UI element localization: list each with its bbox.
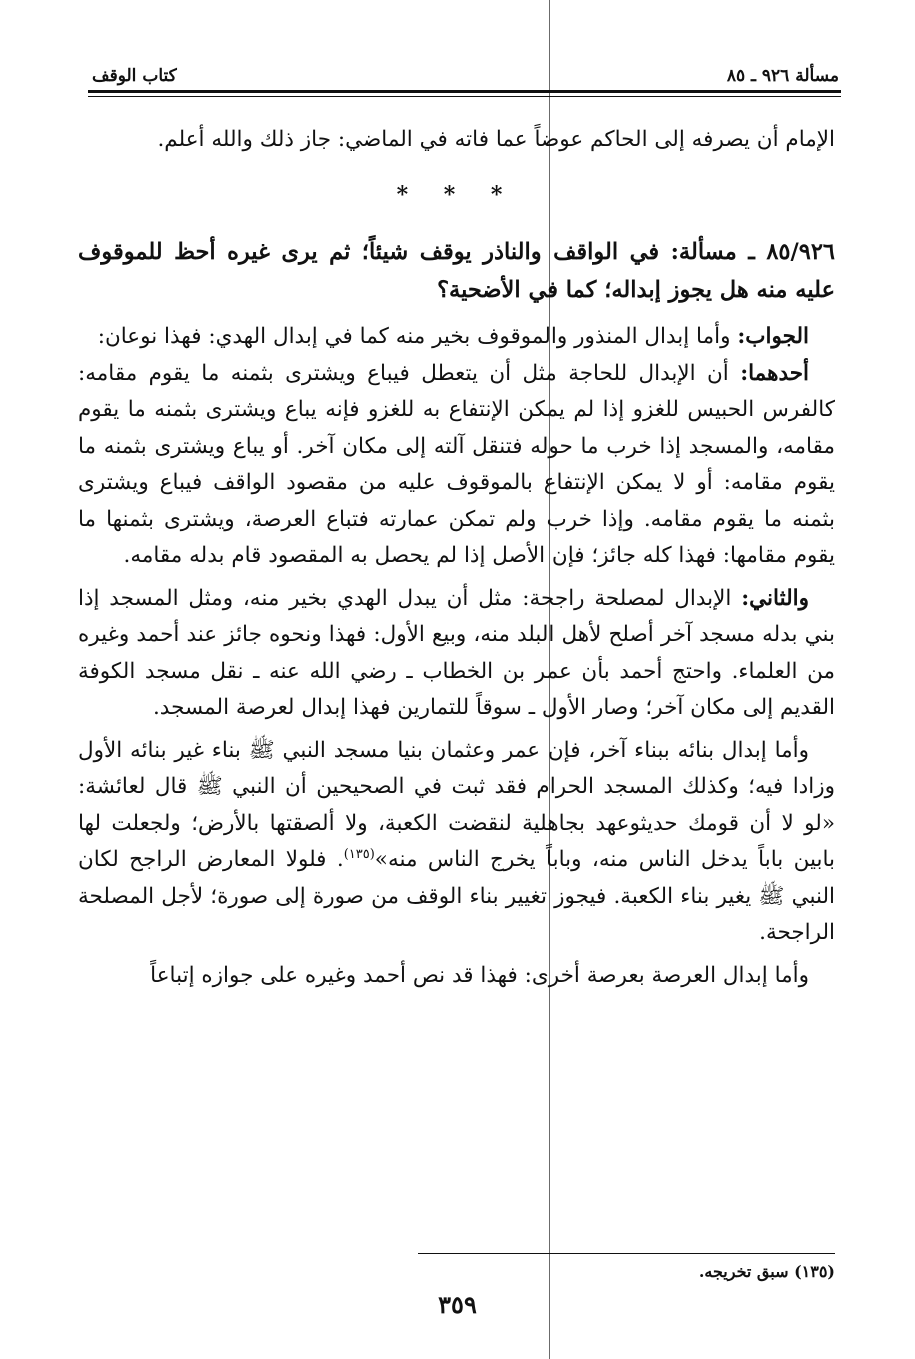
page-body [78,122,835,994]
section-separator: * * * [396,181,517,208]
second-type-label: والثاني: [741,585,809,611]
third-paragraph [78,733,835,952]
question-number: ٨٥/٩٢٦ ـ مسألة: [670,239,835,265]
page-number: ٣٥٩ [438,1290,477,1319]
answer-text: وأما إبدال المنذور والموقوف بخير منه كما في إبدال الهدي: فهذا نوعان: [97,324,731,349]
third-text-before-ref: وأما إبدال بنائه ببناء آخر، فإن عمر وعثمان بنيا مسجد النبي ﷺ بناء غير بنائه الأول وزادا فيه؛ وكذلك المسجد الحرام فقد ثبت في الصحيحين أن النبي ﷺ قال لعائشة: «لو لا أن قومك حديثوعهد بجاهلية لنقضت الكعبة، ولا ألصقتها بالأرض؛ ولجعلت لها بابين باباً يدخل الناس منه، وباباً يخرج الناس منه» [78,737,835,872]
opening-paragraph: الإمام أن يصرفه إلى الحاكم عوضاً عما فاته في الماضي: جاز ذلك والله أعلم. [157,127,835,152]
first-type-label: أحدهما: [740,360,809,386]
book-title: كتاب الوقف [92,66,177,86]
header-rule-thin [88,96,841,97]
issue-reference: مسألة ٩٢٦ ـ ٨٥ [726,66,839,86]
footnote: (١٣٥) سبق تخريجه. [698,1262,835,1281]
third-text-after-ref: . فلولا المعارض الراجح لكان النبي ﷺ يغير بناء الكعبة. فيجوز تغيير بناء الوقف من صورة إلى صورة؛ لأجل المصلحة الراجحة. [78,847,835,945]
fourth-paragraph: وأما إبدال العرصة بعرصة أخرى: فهذا قد نص أحمد وغيره على جوازه إتباعاً [150,962,809,988]
second-type-paragraph [78,581,835,727]
first-type-paragraph [78,356,835,575]
first-type-text: أن الإبدال للحاجة مثل أن يتعطل فيباع ويشترى بثمنه ما يقوم مقامه: كالفرس الحبيس للغزو إذا لم يمكن الإنتفاع به للغزو فإنه يباع ويشترى بثمنه ما يقوم مقامه، والمسجد إذا خرب ما حوله فتنقل آلته إلى مكان آخر. أو يباع ويشترى بثمنه ما يقوم مقامه: أو لا يمكن الإنتفاع بالموقوف عليه من مقصود الواقف فيباع ويشترى بثمنه ما يقوم مقامه. وإذا خرب ولم تمكن عمارته فتباع العرصة، ويشترى بثمنها ما يقوم مقامها: فهذا كله جائز؛ فإن الأصل إذا لم يحصل به المقصود قام بدله مقامه. [78,360,835,568]
answer-paragraph [78,319,835,356]
footnote-reference: (١٣٥) [343,846,375,862]
question-heading [78,233,835,309]
answer-label: الجواب: [737,324,809,349]
question-text: في الواقف والناذر يوقف شيئاً؛ ثم يرى غيره أحظ للموقوف عليه منه هل يجوز إبداله؛ كما في الأضحية؟ [78,239,835,303]
header-rule-thick [88,90,841,93]
second-type-text: الإبدال لمصلحة راجحة: مثل أن يبدل الهدي بخير منه، ومثل المسجد إذا بني بدله مسجد آخر أصلح لأهل البلد منه، وبيع الأول: فهذا ونحوه جائز عند أحمد وغيره من العلماء. واحتج أحمد بأن عمر بن الخطاب ـ رضي الله عنه ـ نقل مسجد الكوفة القديم إلى مكان آخر؛ وصار الأول ـ سوقاً للتمارين فهذا إبدال لعرصة المسجد. [78,585,835,720]
footnote-rule [418,1253,835,1254]
running-header [92,56,839,86]
